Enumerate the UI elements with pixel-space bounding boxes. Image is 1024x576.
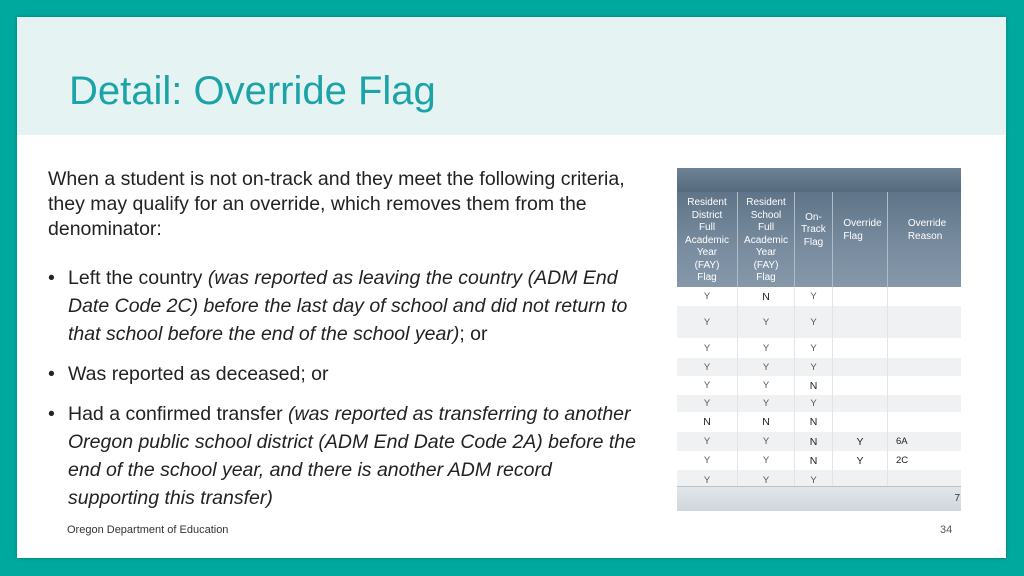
table-cell: 2C [896, 455, 909, 466]
header-line: Resident [687, 197, 727, 208]
table-cell: Y [833, 432, 888, 451]
bullet-dot-icon: • [48, 363, 55, 385]
table-cell [888, 287, 961, 306]
intro-paragraph: When a student is not on-track and they meet the following criteria, they may qualify for an override, which removes them from the denominator: [48, 168, 625, 240]
header-line: Reason [907, 230, 943, 242]
table-cell: Y [677, 395, 738, 412]
slide-title: Detail: Override Flag [69, 69, 436, 113]
table-cell: N [738, 412, 795, 432]
header-line: Academic [744, 234, 788, 246]
header-line: Track [801, 224, 826, 236]
table-cell: Y [738, 432, 795, 451]
table-footer-text: 7 [954, 493, 960, 504]
table-row [677, 451, 961, 470]
table-cell: N [795, 451, 833, 470]
table-cell: Y [677, 338, 738, 358]
header-line: (FAY) [694, 259, 720, 271]
table-cell: Y [738, 376, 795, 395]
table-cell: Y [795, 358, 833, 376]
table-cell: Y [795, 395, 833, 412]
table-cell: Y [833, 451, 888, 470]
table-cell: Y [795, 287, 833, 306]
table-cell: Y [677, 470, 738, 490]
table-cell: N [677, 412, 738, 432]
flag-table-screenshot [677, 168, 961, 511]
table-cell [888, 338, 961, 358]
table-cell: Y [738, 306, 795, 338]
table-row [677, 376, 961, 395]
table-header [677, 192, 961, 287]
table-cell: Y [738, 470, 795, 490]
header-line: Override [843, 218, 882, 229]
table-row [677, 432, 961, 451]
header-line: School [750, 209, 782, 221]
header-line: Year [755, 247, 777, 258]
bullet-tail: ; or [459, 323, 488, 345]
header-school-fay [738, 192, 795, 287]
table-top-bar [677, 168, 961, 192]
table-cell: Y [795, 470, 833, 490]
header-line: District [691, 209, 723, 221]
table-row [677, 338, 961, 358]
page-number: 34 [940, 524, 953, 536]
table-cell: Y [677, 451, 738, 470]
table-cell: Y [677, 306, 738, 338]
bullet-item [48, 360, 638, 388]
bullet-italic: (was reported as leaving the country (ADM End Date Code 2C) before the last day of school and did not return to that school before the end of the school year) [68, 267, 628, 345]
table-cell [888, 306, 961, 338]
table-cell: N [795, 412, 833, 432]
header-line: Flag [803, 236, 824, 248]
header-line: Full [698, 222, 716, 233]
header-line: Flag [843, 230, 863, 242]
table-row [677, 287, 961, 306]
table-row [677, 358, 961, 376]
table-cell: Y [795, 306, 833, 338]
bullet-item [48, 400, 638, 512]
table-cell [888, 395, 961, 412]
header-district-fay [677, 192, 738, 287]
slide [17, 17, 1006, 558]
bullet-text: Left the country [68, 267, 208, 289]
bullet-item [48, 264, 638, 348]
title-band [17, 17, 1006, 135]
header-line: Flag [756, 272, 776, 283]
table-cell [833, 338, 888, 358]
table-cell [888, 358, 961, 376]
header-line: Year [696, 247, 718, 258]
bullet-text: Was reported as deceased; or [68, 363, 329, 385]
table-cell: 6A [896, 436, 908, 447]
table-cell: N [795, 376, 833, 395]
table-cell: Y [677, 358, 738, 376]
table-cell: Y [738, 358, 795, 376]
table-cell [833, 376, 888, 395]
table-cell [833, 358, 888, 376]
body-text [48, 167, 638, 524]
table-row [677, 395, 961, 412]
table-cell [833, 395, 888, 412]
table-body [677, 287, 961, 490]
header-line: Override [907, 218, 947, 229]
table-cell: N [795, 432, 833, 451]
table-cell: N [738, 287, 795, 306]
table-cell [833, 306, 888, 338]
header-override-reason [888, 192, 961, 287]
table-cell: Y [738, 338, 795, 358]
table-cell [833, 412, 888, 432]
table-footer [677, 486, 961, 511]
table-cell [888, 412, 961, 432]
table-row [677, 306, 961, 338]
table-cell: Y [738, 451, 795, 470]
header-line: Academic [685, 234, 729, 246]
bullet-dot-icon: • [48, 267, 55, 289]
table-cell [833, 287, 888, 306]
header-line: Full [757, 222, 775, 233]
table-cell: Y [677, 287, 738, 306]
table-cell: Y [795, 338, 833, 358]
header-line: Flag [697, 272, 717, 283]
criteria-list [48, 264, 638, 512]
bullet-dot-icon: • [48, 403, 55, 425]
header-line: On- [805, 211, 822, 223]
bullet-italic: (was reported as transferring to another Oregon public school district (ADM End Date Code 2A) before the end of the school year, and there is another ADM record supporting this transfer) [68, 403, 636, 509]
header-override-flag [833, 192, 888, 287]
table-cell: Y [677, 432, 738, 451]
header-line: (FAY) [753, 259, 779, 271]
header-line: Resident [746, 197, 786, 208]
header-on-track [795, 192, 833, 287]
table-cell: Y [738, 395, 795, 412]
bullet-text: Had a confirmed transfer [68, 403, 289, 425]
table-cell [888, 376, 961, 395]
table-row [677, 412, 961, 432]
table-cell: Y [677, 376, 738, 395]
footer-org: Oregon Department of Education [67, 524, 229, 536]
